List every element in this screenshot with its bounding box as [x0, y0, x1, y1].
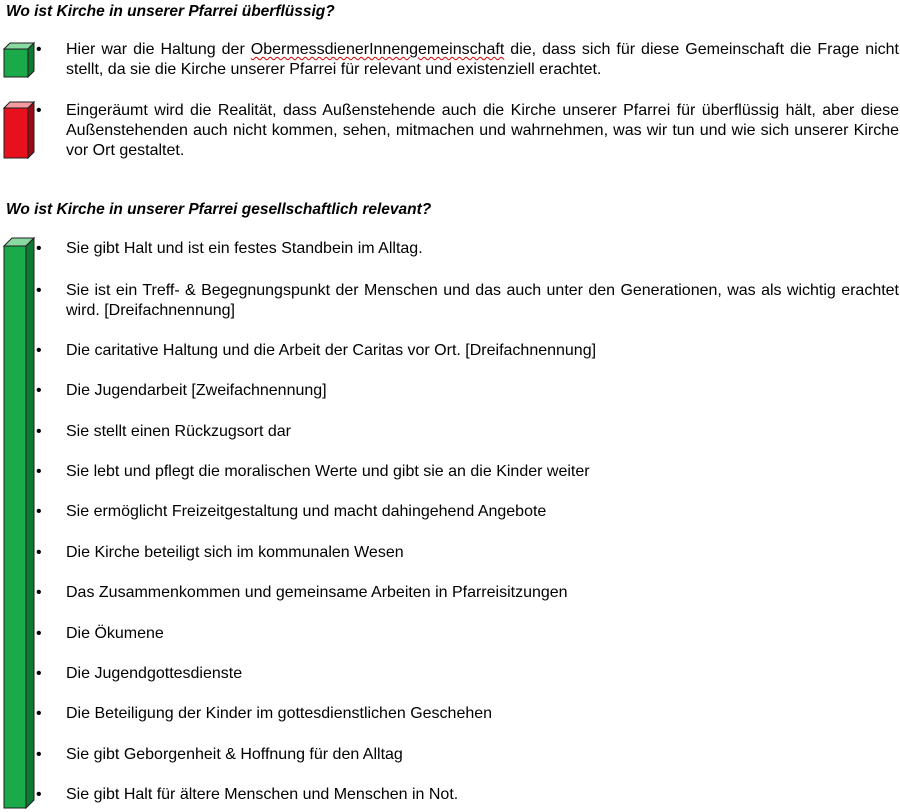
green-tall-bar-indicator: [4, 238, 34, 808]
list-item: Sie ermöglicht Freizeitgestaltung und macht dahingehend Angebote: [66, 503, 547, 520]
bullet: •: [36, 705, 42, 722]
bullet: •: [36, 584, 42, 601]
list-item: Sie gibt Geborgenheit & Hoffnung für den Alltag: [66, 746, 403, 763]
list-item: Die Kirche beteiligt sich im kommunalen Wesen: [66, 544, 404, 561]
bullet: •: [36, 746, 42, 763]
list-item: Das Zusammenkommen und gemeinsame Arbeiten in Pfarreisitzungen: [66, 584, 568, 601]
green-bar-indicator: [4, 43, 34, 77]
bullet: •: [36, 282, 42, 299]
list-item: Die Jugendgottesdienste: [66, 665, 243, 682]
item-text: Hier war die Haltung der: [66, 41, 251, 58]
section-heading-relevant: Wo ist Kirche in unserer Pfarrei gesellschaftlich relevant?: [6, 201, 432, 218]
bullet: •: [36, 423, 42, 440]
bullet: •: [36, 382, 42, 399]
list-item: Eingeräumt wird die Realität, dass Außenstehende auch die Kirche unserer Pfarrei für überflüssig hält, aber diese Außenstehenden auch nicht kommen, sehen, mitmachen und wahrnehmen, was wir tun und wie sich unserer Kirche vor Ort gestaltet.: [66, 102, 899, 159]
bullet: •: [36, 503, 42, 520]
bullet: •: [36, 625, 42, 642]
list-item: Die caritative Haltung und die Arbeit der Caritas vor Ort. [Dreifachnennung]: [66, 342, 597, 359]
list-item: Die Jugendarbeit [Zweifachnennung]: [66, 382, 327, 399]
section-heading-superfluous: Wo ist Kirche in unserer Pfarrei überflüssig?: [6, 3, 335, 20]
bullet: •: [36, 463, 42, 480]
bullet: •: [36, 342, 42, 359]
bullet: •: [36, 41, 42, 58]
list-item: Die Ökumene: [66, 625, 164, 642]
bullet: •: [36, 665, 42, 682]
list-item: Sie stellt einen Rückzugsort dar: [66, 423, 291, 440]
list-item: [66, 40, 899, 80]
list-item: Sie gibt Halt für ältere Menschen und Menschen in Not.: [66, 786, 459, 803]
list-item: Die Beteiligung der Kinder im gottesdienstlichen Geschehen: [66, 705, 493, 722]
list-item: Sie lebt und pflegt die moralischen Werte und gibt sie an die Kinder weiter: [66, 463, 590, 480]
red-bar-indicator: [4, 102, 34, 158]
list-item: Sie gibt Halt und ist ein festes Standbein im Alltag.: [66, 240, 423, 257]
bullet: •: [36, 544, 42, 561]
bullet: •: [36, 786, 42, 803]
item-text: die, dass sich für diese Gemeinschaft die Frage nicht stellt, da sie die Kirche unserer Pfarrei für relevant und existenziell erachtet.: [66, 41, 899, 78]
bullet: •: [36, 102, 42, 119]
bullet: •: [36, 240, 42, 257]
spellcheck-flagged-word[interactable]: ObermessdienerInnengemeinschaft: [250, 41, 505, 58]
list-item: Sie ist ein Treff- & Begegnungspunkt der Menschen und das auch unter den Generationen, was als wichtig erachtet wird. [Dreifachnennung]: [66, 282, 899, 319]
